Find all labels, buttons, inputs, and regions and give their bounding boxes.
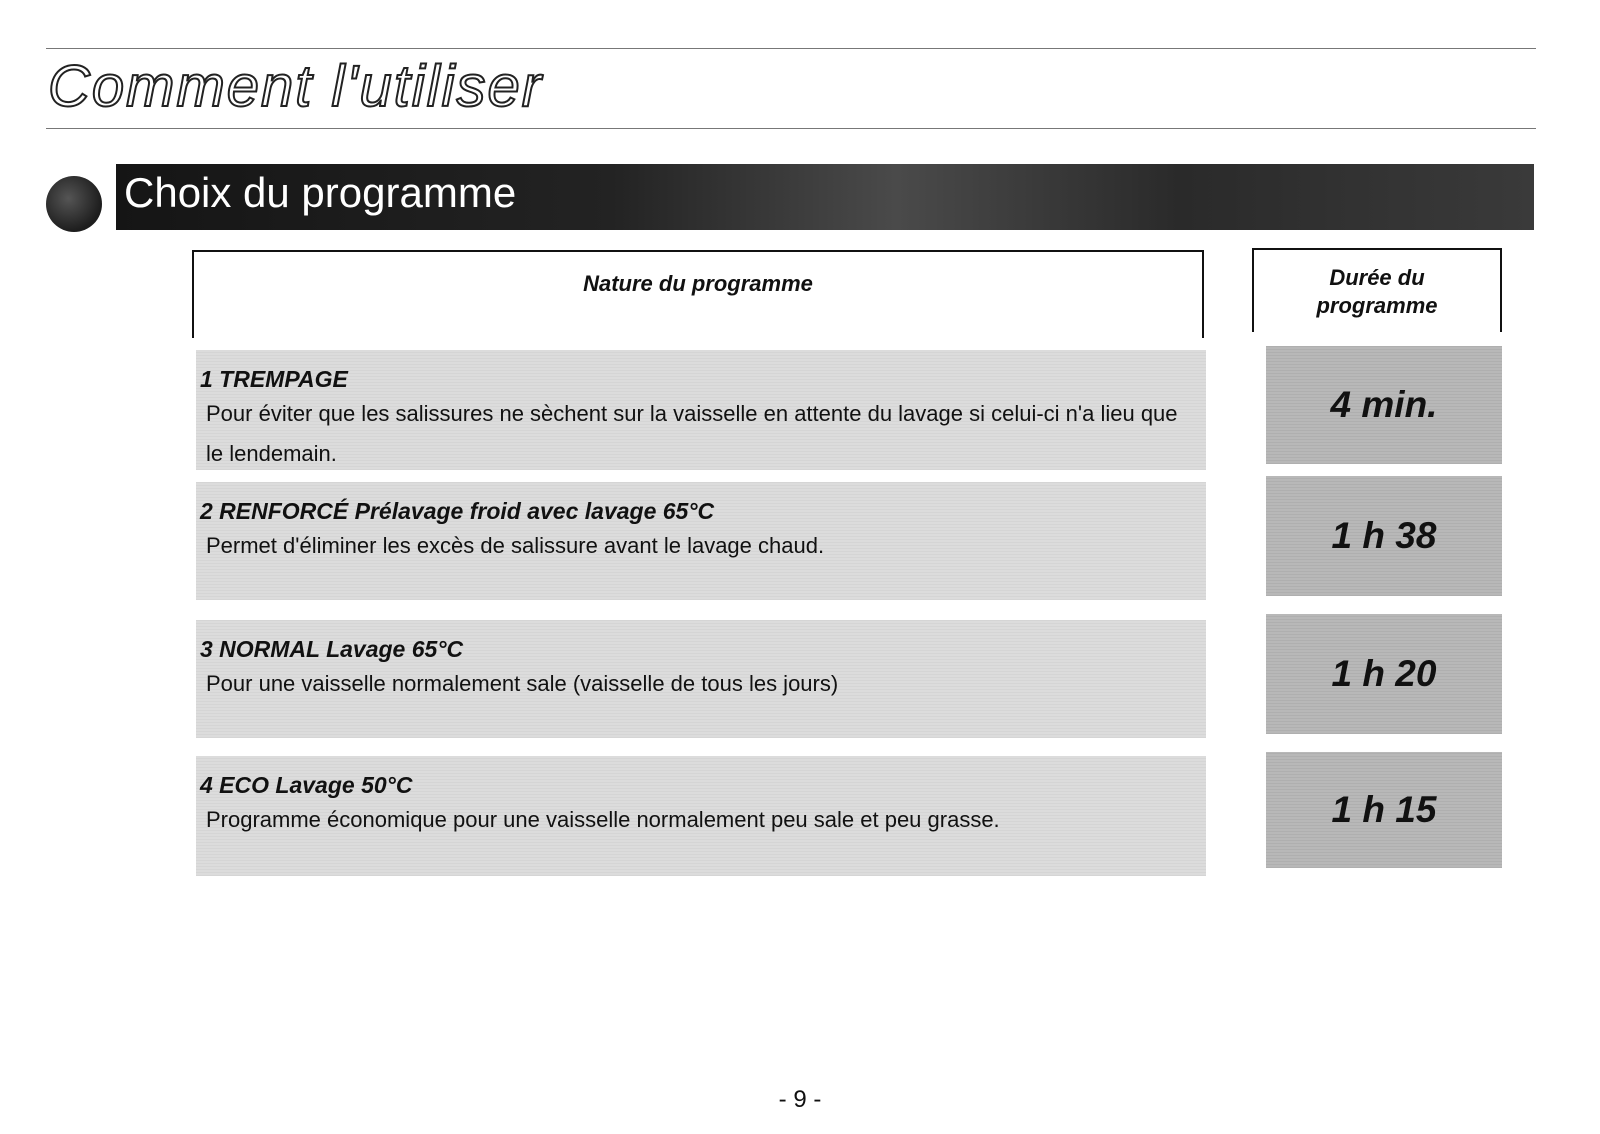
page-number: - 9 - (778, 1086, 822, 1113)
program-name: 3 NORMAL Lavage 65°C (200, 636, 464, 662)
top-rule (46, 48, 1536, 49)
section-title: Choix du programme (124, 169, 517, 216)
program-name: 2 RENFORCÉ Prélavage froid avec lavage 65°C (200, 498, 715, 524)
program-row-3 (196, 620, 1206, 738)
program-row-2 (196, 482, 1206, 600)
program-duration-2: 1 h 38 (1266, 476, 1502, 596)
column-header-duree-line1: Durée du (1329, 265, 1425, 290)
page-title: Comment l'utiliser (48, 54, 544, 119)
program-duration-1: 4 min. (1266, 346, 1502, 464)
section-bullet-icon (46, 176, 102, 232)
column-header-nature (192, 250, 1204, 338)
program-description: Programme économique pour une vaisselle normalement peu sale et peu grasse. (206, 807, 1000, 832)
program-description: Pour une vaisselle normalement sale (vaisselle de tous les jours) (206, 671, 839, 696)
column-header-nature-label: Nature du programme (583, 271, 813, 296)
program-name: 1 TREMPAGE (200, 366, 348, 392)
program-row-1 (196, 350, 1206, 470)
column-header-duree (1252, 248, 1502, 332)
program-description: Pour éviter que les salissures ne sèchent sur la vaisselle en attente du lavage si celui-ci n'a lieu que le lendemain. (206, 401, 1178, 466)
column-header-duree-line2: programme (1316, 293, 1438, 318)
program-description: Permet d'éliminer les excès de salissure avant le lavage chaud. (206, 533, 825, 558)
program-name: 4 ECO Lavage 50°C (200, 772, 413, 798)
program-duration-3: 1 h 20 (1266, 614, 1502, 734)
program-row-4 (196, 756, 1206, 876)
program-duration-4: 1 h 15 (1266, 752, 1502, 868)
title-rule (46, 128, 1536, 129)
